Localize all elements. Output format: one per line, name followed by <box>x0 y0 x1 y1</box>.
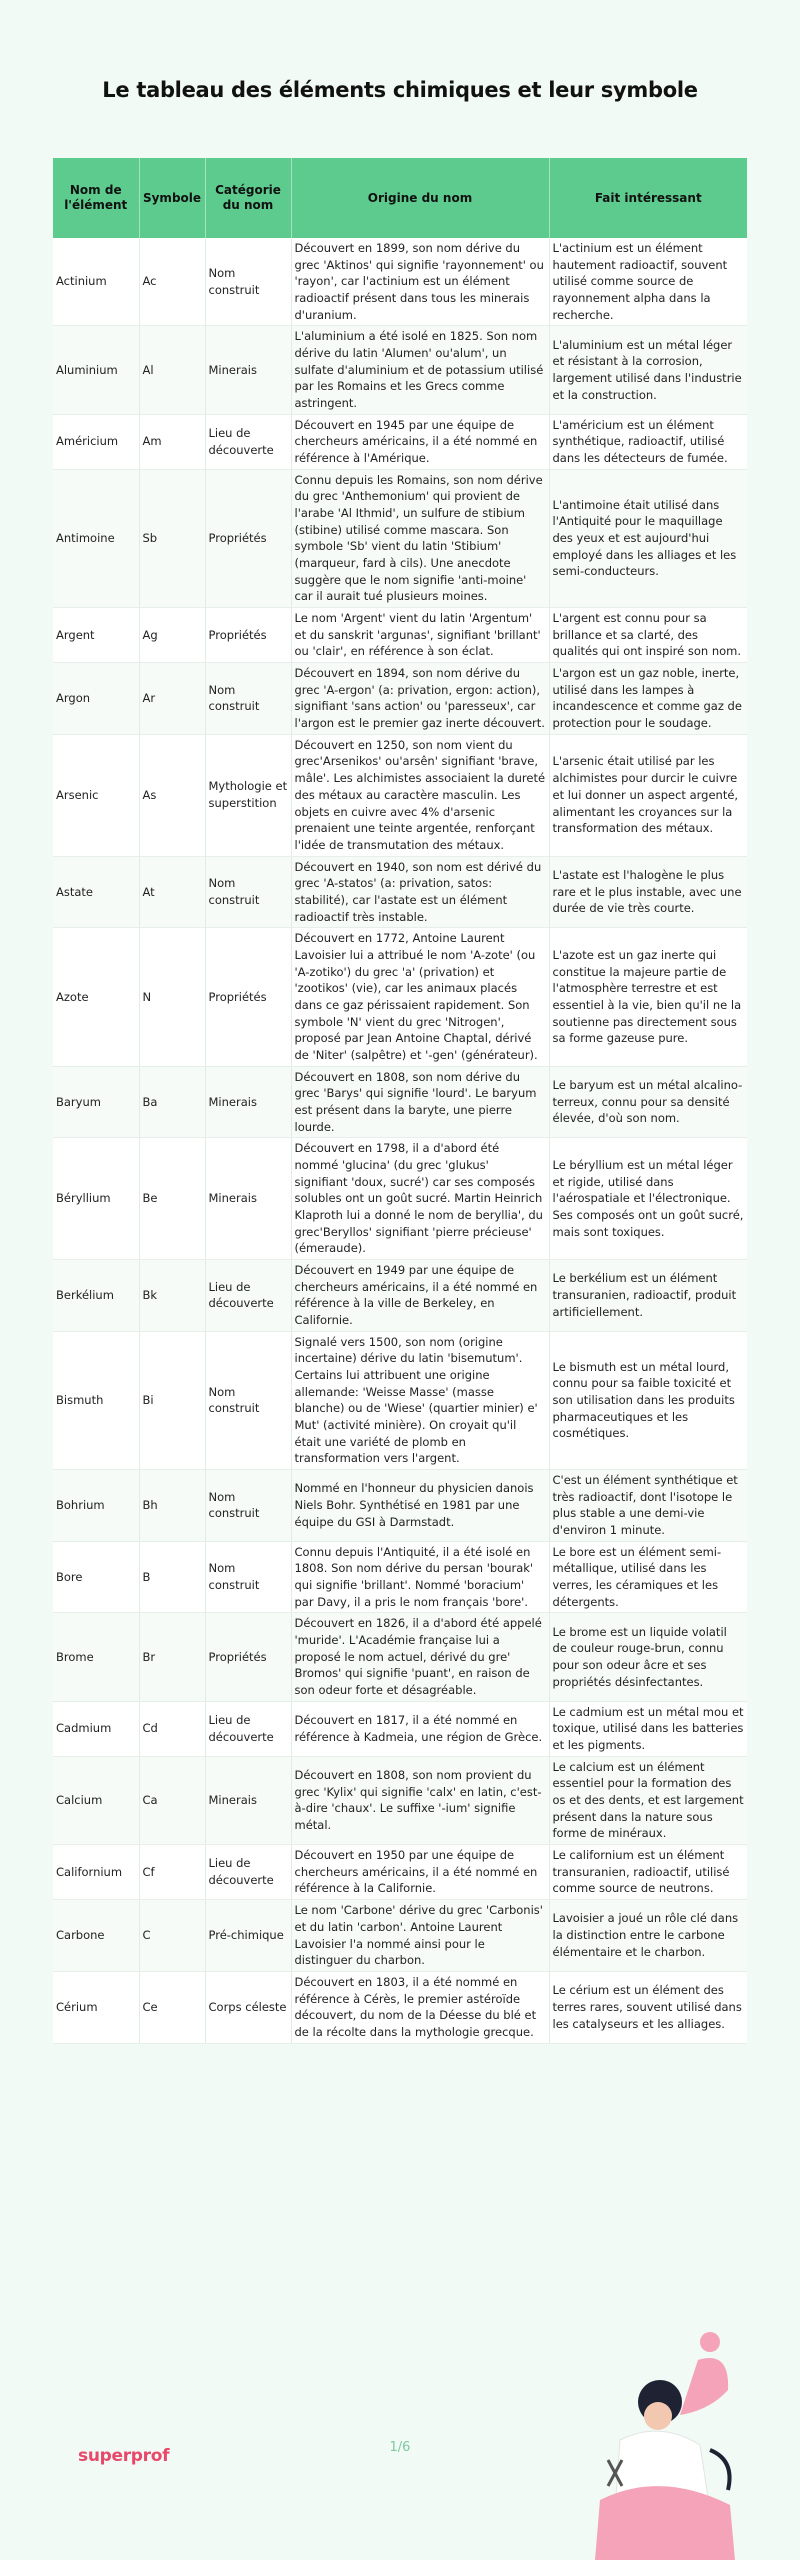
page-number: 1/6 <box>389 2440 411 2455</box>
table-row <box>53 238 747 326</box>
cell-category: Lieu de découverte <box>205 1701 291 1756</box>
cell-fact: Le cérium est un élément des terres rares, souvent utilisé dans les catalyseurs et les alliages. <box>549 1971 747 2043</box>
cell-origin: Découvert en 1803, il a été nommé en référence à Cérès, le premier astéroïde découvert, du nom de la Déesse du blé et de la récolte dans la mythologie grecque. <box>291 1971 549 2043</box>
cell-symbol: Sb <box>139 469 205 607</box>
cell-fact: Le bismuth est un métal lourd, connu pour sa faible toxicité et son utilisation dans les produits pharmaceutiques et les cosmétiques. <box>549 1331 747 1469</box>
column-header-fact: Fait intéressant <box>594 190 702 205</box>
cell-origin: Découvert en 1940, son nom est dérivé du grec 'A-statos' (a: privation, satos: stabilité), car l'astate est un élément radioactif très instable. <box>291 856 549 928</box>
cell-symbol: Ag <box>139 608 205 663</box>
cell-name: Astate <box>53 856 139 928</box>
cell-category: Lieu de découverte <box>205 1259 291 1331</box>
table-row <box>53 414 747 469</box>
table-row <box>53 928 747 1066</box>
elements-table <box>53 158 747 2044</box>
table-row <box>53 663 747 735</box>
cell-category: Lieu de découverte <box>205 1845 291 1900</box>
cell-symbol: Cd <box>139 1701 205 1756</box>
cell-symbol: Ce <box>139 1971 205 2043</box>
cell-fact: Lavoisier a joué un rôle clé dans la distinction entre le carbone élémentaire et le charbon. <box>549 1900 747 1972</box>
cell-origin: Découvert en 1894, son nom dérive du grec 'A-ergon' (a: privation, ergon: action), signifiant 'sans action' ou 'paresseux', car l'argon est le premier gaz inerte découvert. <box>291 663 549 735</box>
cell-symbol: Bk <box>139 1259 205 1331</box>
table-row <box>53 608 747 663</box>
cell-category: Nom construit <box>205 1541 291 1613</box>
brand-logo: superprof <box>78 2446 170 2466</box>
table-row <box>53 1900 747 1972</box>
cell-symbol: Ca <box>139 1756 205 1844</box>
cell-fact: L'arsenic était utilisé par les alchimistes pour durcir le cuivre et lui donner un aspect argenté, alimentant les croyances sur la transformation des métaux. <box>549 734 747 856</box>
cell-origin: Découvert en 1772, Antoine Laurent Lavoisier lui a attribué le nom 'A-zote' (ou 'A-zotiko') du grec 'a' (privation) et 'zootikos' (vie), car les animaux placés dans ce gaz périssaient rapidement. Son symbole 'N' vient du grec 'Nitrogen', proposé par Jean Antoine Chaptal, dérivé de 'Niter' (salpêtre) et '-gen' (générateur). <box>291 928 549 1066</box>
cell-name: Cérium <box>53 1971 139 2043</box>
cell-name: Bohrium <box>53 1470 139 1542</box>
cell-category: Propriétés <box>205 608 291 663</box>
cell-name: Calcium <box>53 1756 139 1844</box>
table-row <box>53 326 747 414</box>
cell-name: Argent <box>53 608 139 663</box>
cell-category: Minerais <box>205 326 291 414</box>
cell-origin: Le nom 'Argent' vient du latin 'Argentum' et du sanskrit 'argunas', signifiant 'brillant' ou 'clair', en référence à son éclat. <box>291 608 549 663</box>
mascot-illustration <box>560 2320 760 2560</box>
cell-name: Américium <box>53 414 139 469</box>
cell-symbol: N <box>139 928 205 1066</box>
cell-category: Pré-chimique <box>205 1900 291 1972</box>
cell-origin: Découvert en 1949 par une équipe de chercheurs américains, il a été nommé en référence à la ville de Berkeley, en Californie. <box>291 1259 549 1331</box>
cell-category: Nom construit <box>205 238 291 326</box>
cell-category: Minerais <box>205 1138 291 1260</box>
cell-category: Corps céleste <box>205 1971 291 2043</box>
cell-fact: Le brome est un liquide volatil de couleur rouge-brun, connu pour son odeur âcre et ses propriétés désinfectantes. <box>549 1613 747 1701</box>
cell-category: Nom construit <box>205 856 291 928</box>
table-row <box>53 1331 747 1469</box>
cell-symbol: Al <box>139 326 205 414</box>
cell-fact: L'argent est connu pour sa brillance et sa clarté, des qualités qui ont inspiré son nom. <box>549 608 747 663</box>
cell-symbol: Ac <box>139 238 205 326</box>
cell-category: Minerais <box>205 1066 291 1138</box>
cell-category: Propriétés <box>205 928 291 1066</box>
table-row <box>53 1971 747 2043</box>
cell-fact: Le bore est un élément semi-métallique, utilisé dans les verres, les céramiques et les détergents. <box>549 1541 747 1613</box>
cell-name: Actinium <box>53 238 139 326</box>
cell-origin: Nommé en l'honneur du physicien danois Niels Bohr. Synthétisé en 1981 par une équipe du GSI à Darmstadt. <box>291 1470 549 1542</box>
cell-category: Minerais <box>205 1756 291 1844</box>
column-header-symbol: Symbole <box>139 158 205 238</box>
cell-symbol: At <box>139 856 205 928</box>
table-row <box>53 1138 747 1260</box>
table-row <box>53 469 747 607</box>
table-row <box>53 734 747 856</box>
cell-fact: C'est un élément synthétique et très radioactif, dont l'isotope le plus stable a une demi-vie d'environ 1 minute. <box>549 1470 747 1542</box>
table-row <box>53 1756 747 1844</box>
cell-fact: L'aluminium est un métal léger et résistant à la corrosion, largement utilisé dans l'industrie et la construction. <box>549 326 747 414</box>
cell-name: Carbone <box>53 1900 139 1972</box>
cell-symbol: C <box>139 1900 205 1972</box>
cell-name: Bismuth <box>53 1331 139 1469</box>
cell-category: Nom construit <box>205 663 291 735</box>
cell-fact: L'astate est l'halogène le plus rare et le plus instable, avec une durée de vie très courte. <box>549 856 747 928</box>
cell-symbol: Br <box>139 1613 205 1701</box>
cell-origin: Découvert en 1899, son nom dérive du grec 'Aktinos' qui signifie 'rayonnement' ou 'rayon', car l'actinium est un élément radioactif présent dans tous les minerais d'uranium. <box>291 238 549 326</box>
cell-origin: Signalé vers 1500, son nom (origine incertaine) dérive du latin 'bisemutum'. Certains lui attribuent une origine allemande: 'Weisse Masse' (masse blanche) ou de 'Wiese' (quartier minier) e' Mut' (activité minière). On croyait qu'il était une variété de plomb en transformation vers l'argent. <box>291 1331 549 1469</box>
cell-category: Nom construit <box>205 1470 291 1542</box>
cell-category: Propriétés <box>205 1613 291 1701</box>
cell-origin: Découvert en 1945 par une équipe de chercheurs américains, il a été nommé en référence à l'Amérique. <box>291 414 549 469</box>
cell-fact: Le baryum est un métal alcalino-terreux, connu pour sa densité élevée, d'où son nom. <box>549 1066 747 1138</box>
cell-origin: L'aluminium a été isolé en 1825. Son nom dérive du latin 'Alumen' ou'alum', un sulfate d'aluminium et de potassium utilisé par les Romains et les Grecs comme astringent. <box>291 326 549 414</box>
table-row <box>53 1613 747 1701</box>
cell-fact: L'actinium est un élément hautement radioactif, souvent utilisé comme source de rayonnement alpha dans la recherche. <box>549 238 747 326</box>
table-row <box>53 856 747 928</box>
cell-origin: Découvert en 1817, il a été nommé en référence à Kadmeia, une région de Grèce. <box>291 1701 549 1756</box>
cell-origin: Découvert en 1826, il a d'abord été appelé 'muride'. L'Académie française lui a proposé le nom actuel, dérivé du gre' Bromos' qui signifie 'puant', en raison de son odeur forte et désagréable. <box>291 1613 549 1701</box>
table-header-row <box>53 158 747 238</box>
cell-origin: Le nom 'Carbone' dérive du grec 'Carbonis' et du latin 'carbon'. Antoine Laurent Lavoisier l'a nommé ainsi pour le distinguer du charbon. <box>291 1900 549 1972</box>
cell-origin: Découvert en 1808, son nom provient du grec 'Kylix' qui signifie 'calx' en latin, c'est-à-dire 'chaux'. Le suffixe '-ium' signifie métal. <box>291 1756 549 1844</box>
cell-origin: Connu depuis les Romains, son nom dérive du grec 'Anthemonium' qui provient de l'arabe 'Al Ithmid', un sulfure de stibium (stibine) utilisé comme mascara. Son symbole 'Sb' vient du latin 'Stibium' (marqueur, fard à cils). Une anecdote suggère que le nom signifie 'anti-moine' car il aurait tué plusieurs moines. <box>291 469 549 607</box>
cell-origin: Découvert en 1798, il a d'abord été nommé 'glucina' (du grec 'glukus' signifiant 'doux, sucré') car ses composés solubles ont un goût sucré. Martin Heinrich Klaproth lui a donné le nom de beryllia', du grec'Beryllos' signifiant 'pierre précieuse' (émeraude). <box>291 1138 549 1260</box>
cell-symbol: Bi <box>139 1331 205 1469</box>
cell-category: Nom construit <box>205 1331 291 1469</box>
cell-origin: Connu depuis l'Antiquité, il a été isolé en 1808. Son nom dérive du persan 'bourak' qui signifie 'brillant'. Nommé 'boracium' par Davy, il a pris le nom français 'bore'. <box>291 1541 549 1613</box>
cell-fact: Le béryllium est un métal léger et rigide, utilisé dans l'aérospatiale et l'électronique. Ses composés ont un goût sucré, mais sont toxiques. <box>549 1138 747 1260</box>
table-row <box>53 1066 747 1138</box>
cell-name: Brome <box>53 1613 139 1701</box>
cell-origin: Découvert en 1808, son nom dérive du grec 'Barys' qui signifie 'lourd'. Le baryum est présent dans la baryte, une pierre lourde. <box>291 1066 549 1138</box>
cell-name: Bore <box>53 1541 139 1613</box>
cell-symbol: Bh <box>139 1470 205 1542</box>
cell-symbol: As <box>139 734 205 856</box>
cell-symbol: Be <box>139 1138 205 1260</box>
cell-category: Mythologie et superstition <box>205 734 291 856</box>
cell-name: Arsenic <box>53 734 139 856</box>
table-row <box>53 1845 747 1900</box>
cell-symbol: Ar <box>139 663 205 735</box>
column-header-name: Nom de l'élément <box>53 158 139 238</box>
cell-name: Béryllium <box>53 1138 139 1260</box>
cell-category: Propriétés <box>205 469 291 607</box>
cell-name: Antimoine <box>53 469 139 607</box>
cell-name: Californium <box>53 1845 139 1900</box>
cell-name: Argon <box>53 663 139 735</box>
cell-symbol: Ba <box>139 1066 205 1138</box>
table-row <box>53 1470 747 1542</box>
table-row <box>53 1259 747 1331</box>
table-row <box>53 1701 747 1756</box>
cell-fact: Le berkélium est un élément transuranien, radioactif, produit artificiellement. <box>549 1259 747 1331</box>
cell-fact: L'américium est un élément synthétique, radioactif, utilisé dans les détecteurs de fumée. <box>549 414 747 469</box>
page-title: Le tableau des éléments chimiques et leur symbole <box>102 78 698 102</box>
table-row <box>53 1541 747 1613</box>
column-header-origin: Origine du nom <box>291 158 549 238</box>
cell-category: Lieu de découverte <box>205 414 291 469</box>
cell-name: Cadmium <box>53 1701 139 1756</box>
cell-symbol: Am <box>139 414 205 469</box>
table-body <box>53 238 747 2043</box>
cell-symbol: Cf <box>139 1845 205 1900</box>
cell-name: Berkélium <box>53 1259 139 1331</box>
cell-fact: Le cadmium est un métal mou et toxique, utilisé dans les batteries et les pigments. <box>549 1701 747 1756</box>
cell-fact: L'argon est un gaz noble, inerte, utilisé dans les lampes à incandescence et comme gaz de protection pour le soudage. <box>549 663 747 735</box>
cell-name: Baryum <box>53 1066 139 1138</box>
cell-fact: Le calcium est un élément essentiel pour la formation des os et des dents, et est largement présent dans la nature sous forme de minéraux. <box>549 1756 747 1844</box>
column-header-category: Catégorie du nom <box>205 158 291 238</box>
cell-symbol: B <box>139 1541 205 1613</box>
cell-fact: L'antimoine était utilisé dans l'Antiquité pour le maquillage des yeux et est aujourd'hui employé dans les alliages et les semi-conducteurs. <box>549 469 747 607</box>
cell-origin: Découvert en 1950 par une équipe de chercheurs américains, il a été nommé en référence à la Californie. <box>291 1845 549 1900</box>
cell-name: Azote <box>53 928 139 1066</box>
cell-origin: Découvert en 1250, son nom vient du grec'Arsenikos' ou'arsên' signifiant 'brave, mâle'. Les alchimistes associaient la dureté des métaux au caractère masculin. Les objets en cuivre avec 4% d'arsenic prenaient une teinte argentée, renforçant l'idée de transmutation des métaux. <box>291 734 549 856</box>
cell-fact: L'azote est un gaz inerte qui constitue la majeure partie de l'atmosphère terrestre et est essentiel à la vie, bien qu'il ne la soutienne pas directement sous sa forme gazeuse pure. <box>549 928 747 1066</box>
cell-fact: Le californium est un élément transuranien, radioactif, utilisé comme source de neutrons. <box>549 1845 747 1900</box>
cell-name: Aluminium <box>53 326 139 414</box>
